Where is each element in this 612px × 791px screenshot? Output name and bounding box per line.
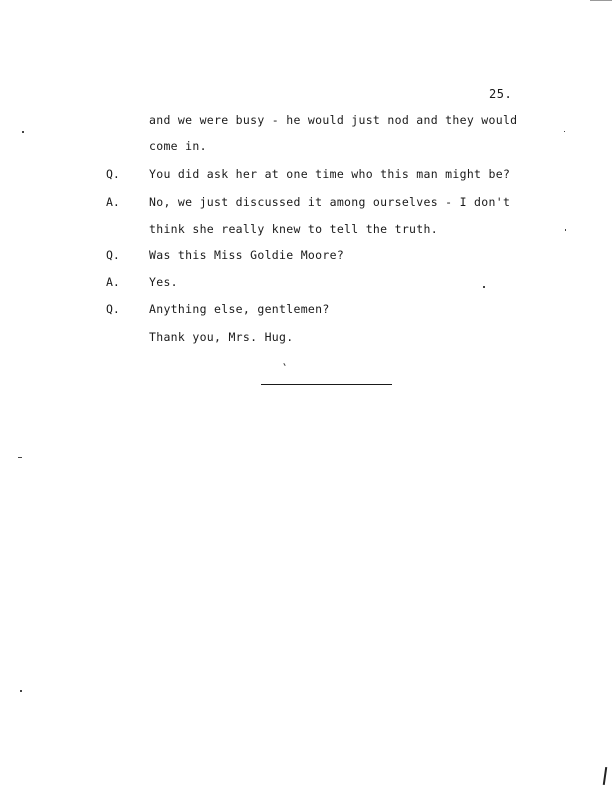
scan-speck [483,286,485,288]
transcript-line-4: No, we just discussed it among ourselves - I don't [149,195,511,209]
transcript-line-1: and we were busy - he would just nod and they would [149,113,518,127]
scan-speck [283,363,285,366]
transcript-line-2: come in. [149,139,207,153]
page-number: 25. [489,87,513,101]
transcript-line-8: Anything else, gentlemen? [149,302,330,316]
speaker-label-a: A. [106,275,120,289]
section-divider [261,384,392,385]
scan-speck [565,229,566,231]
scan-edge-line [590,0,612,1]
transcript-line-7: Yes. [149,275,178,289]
scan-speck [18,457,22,458]
scan-speck [564,131,565,132]
speaker-label-q: Q. [106,167,120,181]
speaker-label-q: Q. [106,302,120,316]
speaker-label-q: Q. [106,248,120,262]
scan-speck [20,690,22,692]
transcript-line-5: think she really knew to tell the truth. [149,222,438,236]
scan-speck [22,131,24,133]
transcript-line-3: You did ask her at one time who this man might be? [149,167,511,181]
speaker-label-a: A. [106,195,120,209]
scan-edge-mark [603,767,607,785]
transcript-line-9: Thank you, Mrs. Hug. [149,330,294,344]
transcript-line-6: Was this Miss Goldie Moore? [149,248,345,262]
